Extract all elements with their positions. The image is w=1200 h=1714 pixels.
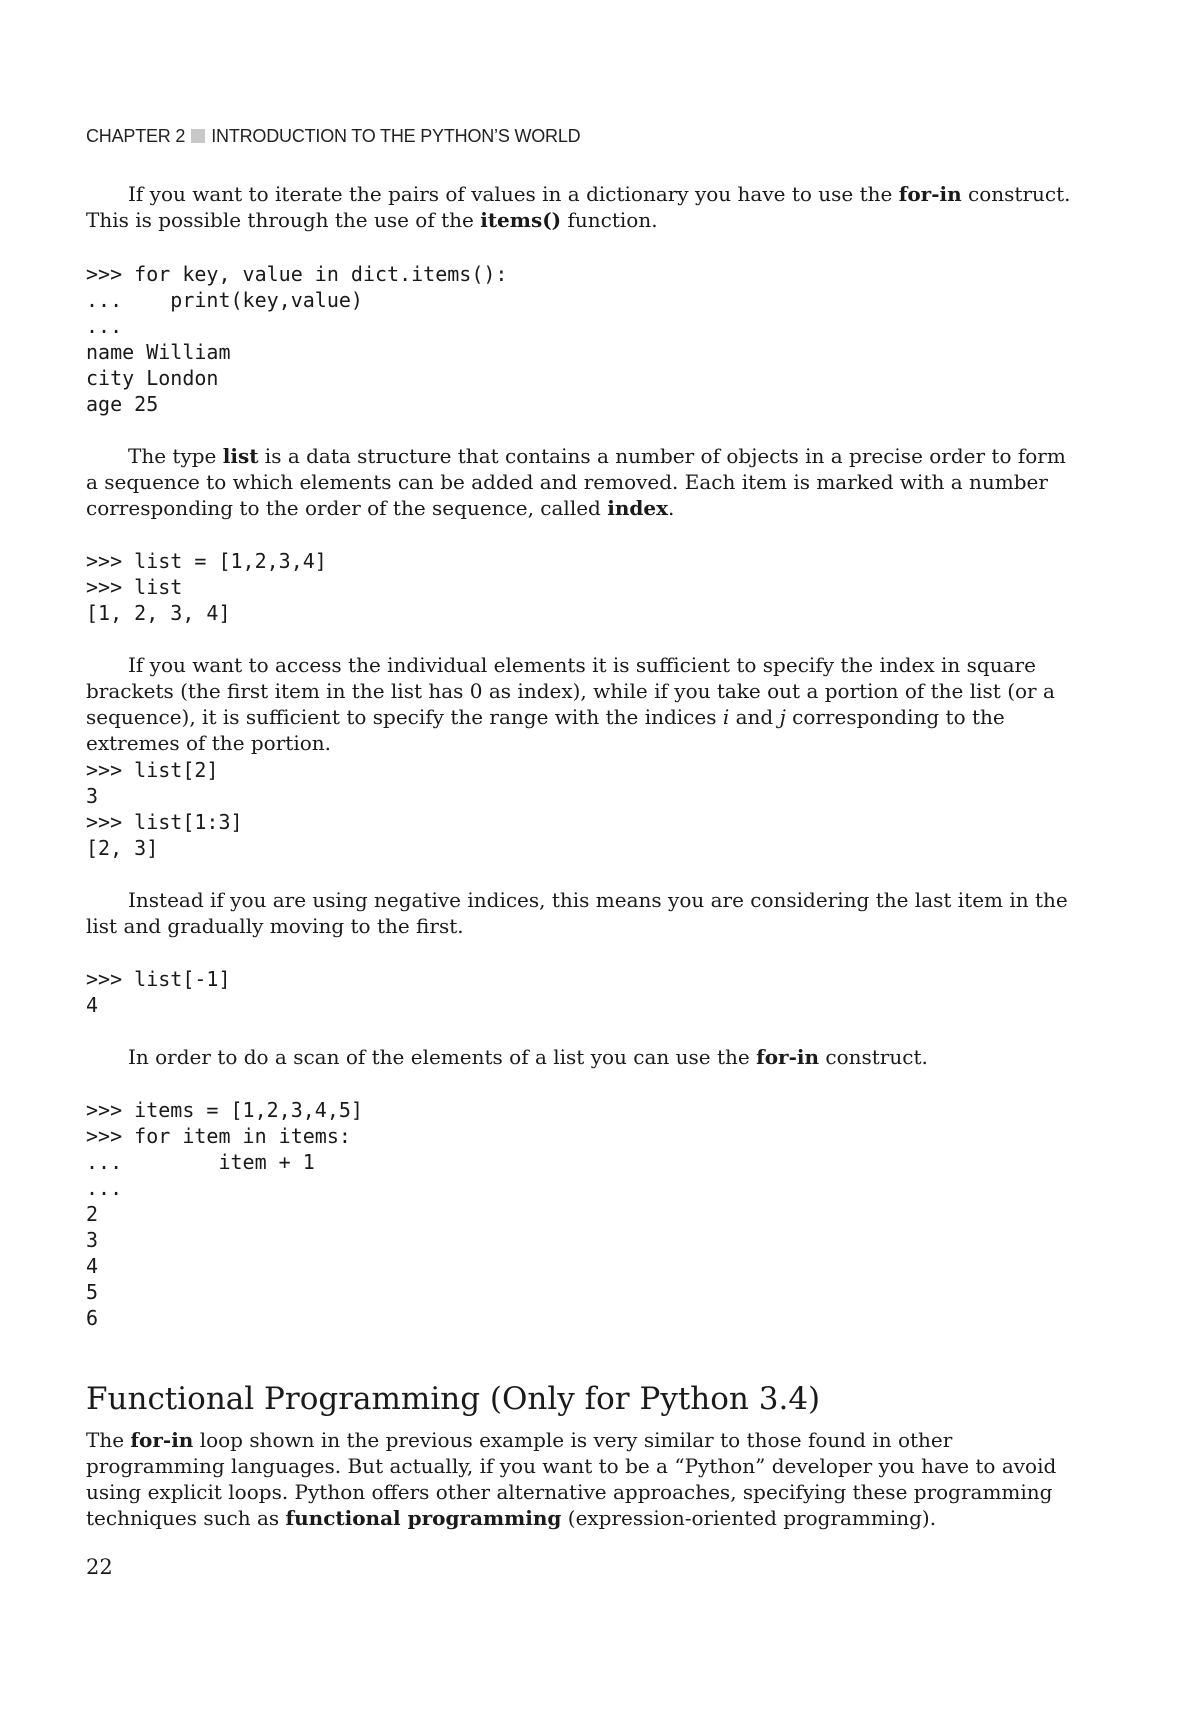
text-run: function. <box>561 208 658 232</box>
bold-term: items() <box>480 208 562 232</box>
text-run: and <box>729 705 780 729</box>
code-block-list-slice: >>> list[2] 3 >>> list[1:3] [2, 3] <box>86 758 243 860</box>
bold-term: for-in <box>756 1045 820 1069</box>
paragraph-list-type <box>86 443 1076 521</box>
paragraph-dict-iteration <box>86 181 1076 233</box>
paragraph-negative-indices <box>86 887 1076 939</box>
text-run: The <box>86 1428 131 1452</box>
text-run: If you want to access the individual elements it is sufficient to specify the index in square brackets (the first item in the list has 0 as index), while if you take out a portion of the list (or a sequence), it is sufficient to specify the range with the indices <box>86 653 1055 729</box>
bold-term: for-in <box>898 182 962 206</box>
bold-term: functional programming <box>285 1506 562 1530</box>
text-run: (expression-oriented programming). <box>561 1506 937 1530</box>
text-run: construct. <box>819 1045 928 1069</box>
chapter-title: INTRODUCTION TO THE PYTHON’S WORLD <box>211 126 581 146</box>
paragraph-list-scan <box>86 1044 1076 1070</box>
code-block-negative-index: >>> list[-1] 4 <box>86 967 231 1017</box>
code-block-dict-items: >>> for key, value in dict.items(): ... print(key,value) ... name William city London age 25 <box>86 262 508 416</box>
text-run: . <box>668 496 675 520</box>
paragraph-functional-programming <box>86 1427 1076 1531</box>
text-run: construct. This is possible through the use of the <box>86 182 1071 232</box>
text-run: corresponding to the extremes of the portion. <box>86 705 1005 755</box>
running-header <box>86 126 580 147</box>
text-run: If you want to iterate the pairs of values in a dictionary you have to use the <box>128 182 899 206</box>
text-run: loop shown in the previous example is very similar to those found in other programming languages. But actually, if you want to be a “Python” developer you have to avoid using explicit loops. Python offers other alternative approaches, specifying these programming techniques such as <box>86 1428 1057 1530</box>
paragraph-list-indexing <box>86 652 1076 756</box>
code-block-for-loop: >>> items = [1,2,3,4,5] >>> for item in items: ... item + 1 ... 2 3 4 5 6 <box>86 1098 363 1330</box>
header-separator-square <box>191 129 205 143</box>
bold-term: index <box>607 496 668 520</box>
bold-term: for-in <box>130 1428 194 1452</box>
page-number: 22 <box>86 1555 113 1579</box>
code-block-list-create: >>> list = [1,2,3,4] >>> list [1, 2, 3, 4] <box>86 549 327 625</box>
section-heading: Functional Programming (Only for Python 3.4) <box>86 1381 821 1417</box>
text-run: is a data structure that contains a number of objects in a precise order to form a sequence to which elements can be added and removed. Each item is marked with a number corresponding to the order of the sequence, called <box>86 444 1066 520</box>
text-run: The type <box>128 444 223 468</box>
chapter-label: CHAPTER 2 <box>86 126 186 146</box>
italic-term: i <box>722 705 730 729</box>
italic-term: j <box>779 705 786 729</box>
text-run: In order to do a scan of the elements of a list you can use the <box>128 1045 757 1069</box>
bold-term: list <box>222 444 259 468</box>
text-run: Instead if you are using negative indices, this means you are considering the last item in the list and gradually moving to the first. <box>86 888 1068 938</box>
